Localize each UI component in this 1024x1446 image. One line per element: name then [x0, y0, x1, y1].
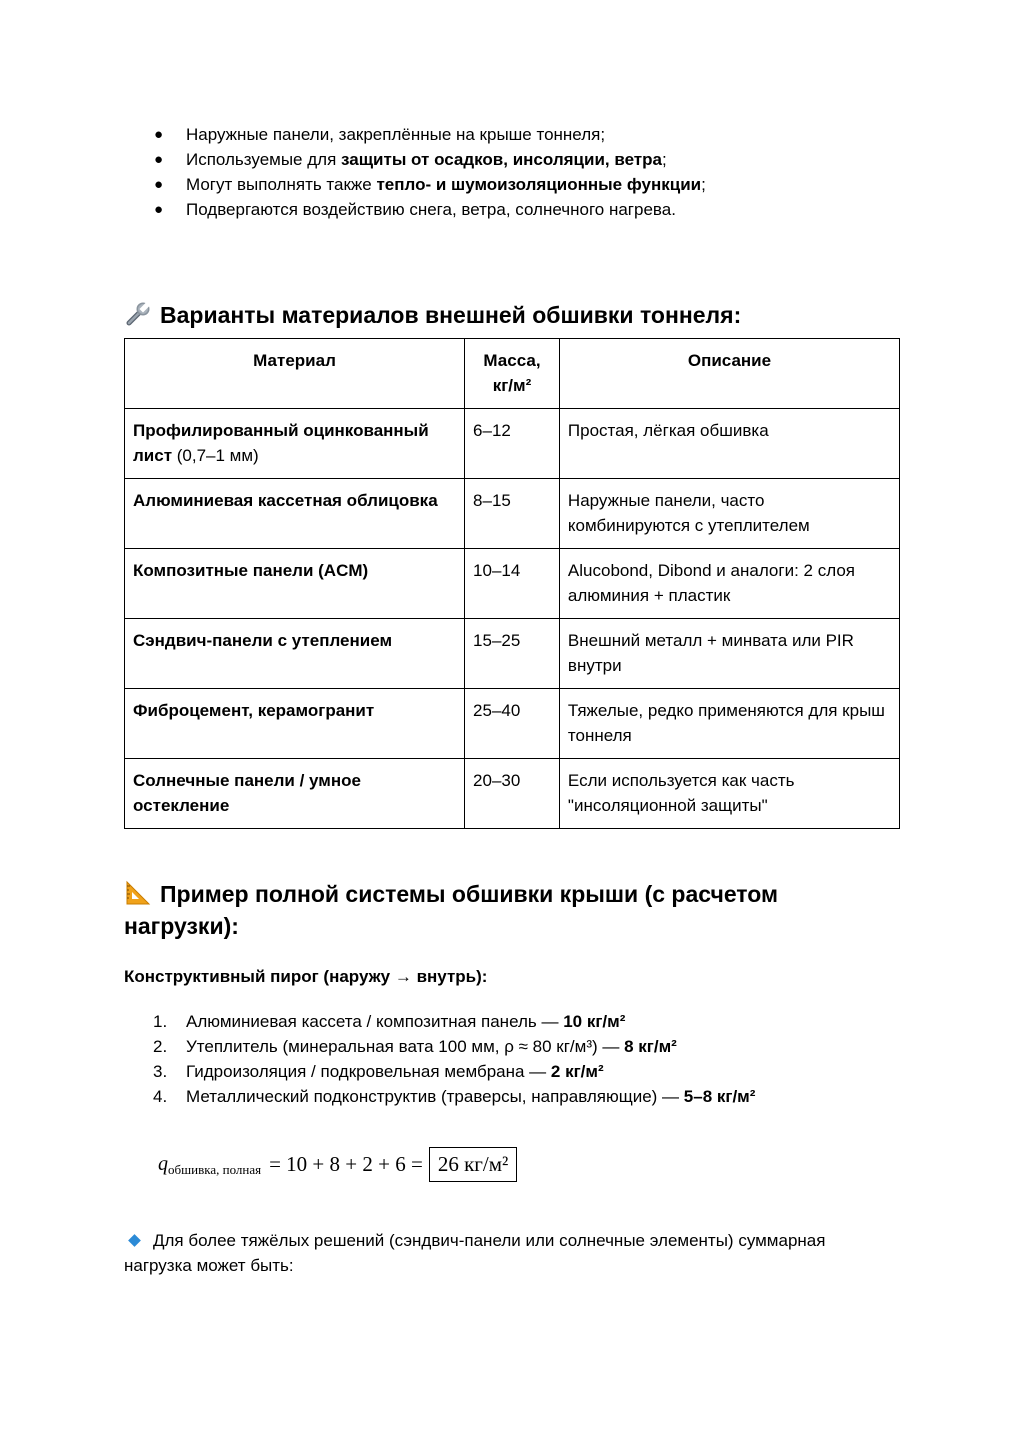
cell-material: [125, 619, 465, 689]
bullet-dot-icon: ●: [154, 201, 164, 218]
cell-description: Alucobond, Dibond и аналоги: 2 слоя алюминия + пластик: [559, 549, 899, 619]
table-row: [125, 549, 900, 619]
material-name: Солнечные панели / умное остекление: [133, 771, 361, 815]
list-item: [124, 1034, 924, 1059]
layers-list: [124, 1009, 924, 1109]
load-formula: [158, 1144, 517, 1184]
bullet-text-end: ;: [661, 150, 667, 169]
material-name: Профилированный оцинкованный лист: [133, 421, 429, 465]
bullet-dot-icon: ●: [154, 176, 164, 193]
item-text: Алюминиевая кассета / композитная панель —: [186, 1012, 564, 1031]
header-description: Описание: [559, 339, 899, 409]
item-load: 8 кг/м²: [624, 1037, 677, 1056]
list-item: [124, 1009, 924, 1034]
item-text: Утеплитель (минеральная вата 100 мм, ρ ≈ 80 кг/м³) —: [186, 1037, 625, 1056]
list-item: [124, 147, 904, 172]
item-text: Гидроизоляция / подкровельная мембрана —: [186, 1062, 551, 1081]
cell-material: [125, 409, 465, 479]
cell-description: Если используется как часть "инсоляционной защиты": [559, 759, 899, 829]
list-item: [124, 172, 904, 197]
item-load: 2 кг/м²: [550, 1062, 604, 1081]
formula-subscript: обшивка, полная: [168, 1162, 262, 1177]
example-heading-text: Пример полной системы обшивки крыши (с расчетом нагрузки):: [124, 881, 779, 939]
material-note: (0,7–1 мм): [172, 446, 259, 465]
small-blue-diamond-icon: [128, 1234, 141, 1247]
bullet-text: Наружные панели, закреплённые на крыше тоннеля;: [186, 125, 606, 144]
cell-mass: 15–25: [465, 619, 560, 689]
list-item: [124, 1059, 924, 1084]
bullet-text: Подвергаются воздействию снега, ветра, солнечного нагрева.: [186, 200, 676, 219]
bullet-bold-text: тепло- и шумоизоляционные функции: [376, 175, 702, 194]
table-header-row: [125, 339, 900, 409]
cell-mass: 20–30: [465, 759, 560, 829]
bullet-text: Используемые для: [186, 150, 342, 169]
cell-material: [125, 549, 465, 619]
formula-result: 26 кг/м²: [429, 1147, 518, 1182]
material-name: Композитные панели (ACM): [133, 561, 369, 580]
materials-heading: [124, 299, 741, 331]
materials-heading-text: Варианты материалов внешней обшивки тоннеля:: [160, 302, 742, 328]
formula-symbol: q: [158, 1152, 168, 1175]
item-number: 2.: [153, 1037, 168, 1056]
formula-expression: = 10 + 8 + 2 + 6 =: [269, 1151, 423, 1176]
bullet-dot-icon: ●: [154, 126, 164, 143]
item-number: 1.: [153, 1012, 168, 1031]
bullet-text-end: ;: [701, 175, 706, 194]
cell-description: Тяжелые, редко применяются для крыш тоннеля: [559, 689, 899, 759]
cell-material: [125, 689, 465, 759]
bullet-dot-icon: ●: [154, 151, 164, 168]
cell-mass: 25–40: [465, 689, 560, 759]
header-material: Материал: [125, 339, 465, 409]
table-row: [125, 479, 900, 549]
table-row: [125, 689, 900, 759]
table-row: [125, 759, 900, 829]
cell-mass: 10–14: [465, 549, 560, 619]
list-item: [124, 197, 904, 222]
item-number: 4.: [153, 1087, 168, 1106]
bullet-text: Могут выполнять также: [186, 175, 377, 194]
list-item: [124, 1084, 924, 1109]
cell-description: Простая, лёгкая обшивка: [559, 409, 899, 479]
note-paragraph: [124, 1228, 864, 1278]
bullet-bold-text: защиты от осадков, инсоляции, ветра: [341, 150, 662, 169]
layers-subheading: Конструктивный пирог (наружу → внутрь):: [124, 967, 488, 986]
triangular-ruler-icon: [124, 879, 152, 907]
intro-bullet-list: [124, 122, 904, 222]
table-row: [125, 409, 900, 479]
list-item: [124, 122, 904, 147]
cell-mass: 8–15: [465, 479, 560, 549]
cell-material: [125, 759, 465, 829]
cell-description: Внешний металл + минвата или PIR внутри: [559, 619, 899, 689]
material-name: Сэндвич-панели с утеплением: [133, 631, 393, 650]
cell-mass: 6–12: [465, 409, 560, 479]
item-number: 3.: [153, 1062, 168, 1081]
table-row: [125, 619, 900, 689]
wrench-icon: [124, 300, 152, 328]
cell-material: [125, 479, 465, 549]
item-load: 10 кг/м²: [563, 1012, 626, 1031]
note-text: Для более тяжёлых решений (сэндвич-панели или солнечные элементы) суммарная нагрузка может быть:: [124, 1231, 826, 1275]
item-load: 5–8 кг/м²: [683, 1087, 756, 1106]
item-text: Металлический подконструктив (траверсы, направляющие) —: [186, 1087, 684, 1106]
material-name: Фиброцемент, керамогранит: [133, 701, 375, 720]
materials-table: [124, 338, 900, 829]
example-heading: [124, 878, 884, 942]
material-name: Алюминиевая кассетная облицовка: [133, 491, 438, 510]
header-mass: Масса, кг/м²: [465, 339, 560, 409]
cell-description: Наружные панели, часто комбинируются с утеплителем: [559, 479, 899, 549]
